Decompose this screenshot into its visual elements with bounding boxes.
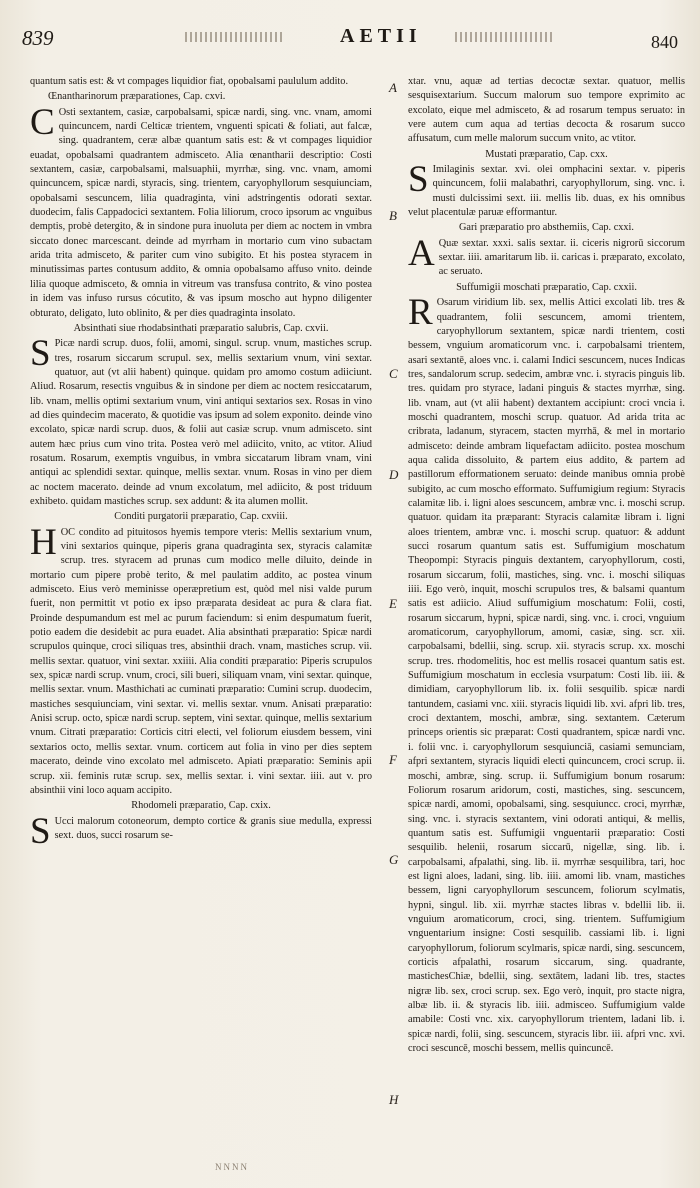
margin-letter-c: C (389, 366, 398, 381)
drop-cap: S (30, 810, 51, 852)
signature-mark: NNNN (215, 1162, 249, 1172)
paragraph-text: OC condito ad pituitosos hyemis tempore vteris: Mellis sextarium vnum, vini sextarios quinque, piperis grana quadraginta sex, styracis calamitæ scrup. tres. styracem ad prunas cum modico melle diluito, deinde in mortario cum pipere probè terito, & mel paulatim addito, ac postea vinum admisceto. Eius verò meminisse operæpretium est, quòd mel nisi valde purum fuerit, non permittit vt potio ex ipso præparata desideat ac pura & clara fiat. Proinde despumandum est mel ac purum faciendum: si enim despumatum fuerit, potio eadem die desidebit ac pura euadet. Alia absinthati præparatio: Spicæ nardi scrupulos quinque, croci siliquas tres, absinthii drach. vnam, mastiches scrup. vii. mellis sextar. quatuor, vini sextar. xxiiii. Alia conditi præparatio: Piperis scrupulos sex, spicæ nardi scrup. vnum, croci, sili bueri, siliquam vnam, vini sextar. quinque, mellis sextar. vnum. Masthichati ac cuminati præparatio: Cumini scrup. duodecim, mastiches sesquiunciam, vini sextar. vi. mellis sextar. vnum. Anisati præparatio: Anisi scrup. octo, spicæ nardi scrup. septem, vini sextar. quinque, mellis sextarium vnum. Citrati præparatio: Corticis citri electi, vel foliorum eiusdem bessem, vini sextarios octo, mellis sextar. vnum. corticem aut folia in vino per dies septem macerato, deinde vino excolato mel admisceto. Apiati præparatio: Seminis apii scrup. xii. feminis rutæ scrup. sex, mellis sextar. i. vini sextar. iiii. aut v. pro absinthii vini loco aquam accipito. (30, 526, 372, 796)
paragraph: quantum satis est: & vt compages liquidior fiat, opobalsami paululum addito. (30, 76, 349, 87)
chapter-heading: Rhodomeli præparatio, Cap. cxix. (131, 800, 271, 812)
paragraph (408, 232, 685, 280)
margin-letter-h: H (389, 1092, 399, 1107)
left-column (30, 75, 372, 1165)
drop-cap: C (30, 101, 55, 143)
page-number-left: 839 (22, 26, 54, 50)
drop-cap: A (408, 232, 435, 274)
paragraph-text: Quæ sextar. xxxi. salis sextar. ii. ciceris nigrorū siccorum sextar. iiii. amaritarum lib. ii. caricas i. præparato, excolato, ac seruato. (438, 237, 685, 278)
margin-letter-e: E (389, 596, 397, 611)
margin-letter-f: F (389, 752, 397, 767)
drop-cap: H (30, 521, 57, 563)
chapter-heading: Œnantharinorum præparationes, Cap. cxvi. (48, 91, 226, 103)
paragraph-text: Picæ nardi scrup. duos, folii, amomi, singul. scrup. vnum, mastiches scrup. tres, rosarum siccarum scrupul. sex, mellis sextarium vnum, vini sextar. quatuor, aut (vt alii habent) quinque. quidam pro amomo costum adiiciunt. Aliud. Rosarum, resectis vnguibus & in sindone per diem ac noctem resiccatarum, lib. vnam, mellis optimi sextarium vnum, vini antiqui sextarios sex. Rosas in vino ad dies quindecim macerato, & quotidie vas ipsum ad solem exponito. deinde vino excolato, spicæ nardi scrup. duos, & folii aut casiæ scrup. vnum admisceto. sint autem hæc prius cum vino trita. Postea verò mel adiicito, vnito, ac vtitor. Aliud rosatum. Rosarum, exemptis vnguibus, in vmbra siccatarum libram vnam, vini antiqui ac splendidi sextar. quinque, mellis sextar. vnum. Rosas in vino per diem ac noctem macerato. deinde ad vnum excolatum, mel adiicito, & post triduum exhibeto. quidam mastiches scrup. sex addunt: & ita alumen mollit. (30, 338, 372, 507)
running-title: AETII (340, 25, 422, 47)
chapter-heading: Suffumigii moschati præparatio, Cap. cxxii. (456, 281, 637, 293)
margin-letter-b: B (389, 208, 397, 223)
margin-letter-a: A (389, 80, 397, 95)
margin-letter-g: G (389, 852, 399, 867)
paragraph (30, 333, 372, 509)
header-ornament-right (455, 32, 555, 42)
chapter-heading: Mustati præparatio, Cap. cxx. (485, 148, 608, 160)
chapter-heading: Absinthati siue rhodabsinthati præparatio salubris, Cap. cxvii. (73, 322, 329, 334)
paragraph (30, 521, 372, 799)
paragraph (408, 292, 685, 1056)
paragraph-text: Imilaginis sextar. xvi. olei omphacini sextar. v. piperis quincuncem, folii malabathri, caryophyllorum, sing. vnc. i. musti dulcissimi sext. iii. mellis lib. duas, ex his omnibus velut placentulæ paruæ efformantur. (408, 164, 685, 219)
paragraph (30, 810, 372, 852)
margin-letter-d: D (389, 467, 399, 482)
drop-cap: S (408, 159, 429, 201)
right-column (408, 75, 685, 1165)
paragraph-text: Osti sextantem, casiæ, carpobalsami, spicæ nardi, sing. vnc. vnam, amomi quincuncem, nardi Celticæ trientem, vnguenti spicati & foliati, aut falcæ, sing. quadrantem, ceræ albæ quantum satis est: & vt compages liquidior euadat, opobalsami quadrantem admisceto. Alia œnantharii descriptio: Costi sextantem, casiæ, carpobalsami, malsuaphii, myrrhæ, sing. vnc. vnam, amomi quincuncem, spicæ nardi, styracis, sing. trientem, caryophyllorum sesquiunciam, opobalsami sescuncem, lilia quadraginta, vini adstringentis odorati sextar. duodecim, falis Cappadocici sextantem. Folia liliorum, croco ipsorum ac vnguibus demptis, probè detergito, & in sindone pura inuoluta per diem ac noctem in vmbra siccato donec marcescant. deinde ad myrrham in mortario cum vino subactam arida trita admisceto, & pariter cum vino subigito. Et his postea styracem in minutissimas partes contusum addito, & omnia opobalsamo affuso vnito. deinde lilia quoque admisceto, & omnia in vitreum vas transfusa contrito, & vino postea in idem vas infuso rursus cócutito, & vas ipsum moscho aut hypno diligenter obturato, deligato, luto oblinito, & per dies quadraginta insolato. (30, 106, 372, 319)
paragraph: xtar. vnu, aquæ ad tertias decoctæ sextar. quatuor, mellis sesquisextarium. Succum malorum suo tempore exprimito ac excolato, eique mel admisceto, & ad rosarum tempus seruato: in vere autem cum aqua ad tertias decocta & rosarum succo affusatum, cum melle malorum succum vnito, ac vtitor. (408, 76, 685, 145)
chapter-heading: Gari præparatio pro absthemiis, Cap. cxxi. (458, 222, 634, 234)
header-ornament-left (185, 32, 285, 42)
page-number-right: 840 (651, 32, 678, 52)
drop-cap: R (408, 292, 433, 334)
paragraph-text: Ucci malorum cotoneorum, dempto cortice & granis siue medulla, expressi sext. duos, succi rosarum se- (54, 815, 372, 841)
drop-cap: S (30, 333, 51, 375)
paragraph-text: Osarum viridium lib. sex, mellis Attici excolati lib. tres & quadrantem, folii sescuncem, amomi trientem, caryophyllorum sextantem, spicæ nardi trientem, costi bessem, vnguium aromaticorum vnc. i. carpobalsami trientem, asari sextantē, aloes vnc. i. calami Indici sescuncem, nuces Indicas tres, sandalorum scrup. sedecim, ambræ vnc. i. styracis pinguis lib. tres. quidam pro styrace, ladani pinguis & stactes myrrhæ, sing. lib. vnam, aut (vt alii habent) dextantem accipiunt: croci vncia i. moschi quadrantem, moschi scrup. quatuor. Ad arida trita ac cribrata, ladanum, styracem, stacten myrrhā, & mel in mortario admisceto: deinde ambram liquefactam adiicito. postea moschum aqua calida dissoluito, & partem eius addito, & partem ad pastillorum efformationem seruato: deinde manibus omnia probè subigito, ac cum moscho efformato. Suffumigium regium: Styracis calamitæ lib. i. ligni aloes sescuncem, ambræ vnc. i. moschi scrup. quatuor. quidam ita præparant: Styracis calamitæ libram i. ligni aloes trientem, ambræ vnc. i. moschi scrup. quatuor: & addunt succi rosarum quantum satis est. Suffumigium moschatum Theopompi: Styracis pinguis dextantem, caryophyllorum, costi, rosarum siccarum, folii, mastiches, sing. vnc. i. moschi siliquas iiii. Ego verò, inquit, moschi scrupulos tres, & balsami quantum satis est adiicio. Aliud suffumigium moschatum: Folii, costi, rosarum siccarum, hypni, spicæ nardi, sing. vnc. i. croci, vnguium aromaticorum, caryophyllorum, amomi, casiæ, sing. scr. xii. carpobalsami, bdellii, sing. scrup. xii. styracis scrup. xx. moschi scrup. tres. rhodomelitis, hoc est mellis rosacei quantum satis est. Suffumigium moschatum in ecclesia vsurpatum: Costi lib. iii. & dimidiam, caryophyllorum lib. ix. folii sesquilib. spicæ nardi tantundem, casiami vnc. xiii. styracis liquidi lib. xvi. afpri lib. tres, croci dextantem, moschi, ambræ, sing. sextantem. Cæterum princeps orientis sic præparat: Costi quadrantem, spicæ nardi vnc. i. folii vnc. i. caryophyllorum sesquiunciā, casiami semunciam, afpri sextantem, styracis liquidi electi quincuncem, croci scrup. ii. moschi, ambræ, sing. scrup. ii. Suffumigium bonum rosarum: Foliorum rosarum aridorum, costi, mastiches, sing. sescuncem, spicæ nardi, amomi, opobalsami, sing. sesquiuncc. croci, myrrhæ, sing. vnc. i. styracis sextantem, vini odorati antiqui, & mellis, quantum satis est. Suffumigii vnguentarii præparatio: Costi sesquilib. helenii, rosarum siccarū, nigellæ, sing. lib. i. carpobalsami, afpalathi, sing. lib. ii. myrrhæ sesquilibra, tari, hoc est ligni aloes, ladani, sing. lib. iiii. amomi lib. vnam, mastiches bessem, ligni caryophyllorum sescuncem, foliorum scylmatis, hypni, singul. lib. xii. myrrhæ stactes libras v. bdellii lib. ii. vnguium aromaticorum, croci, sing. trientem. Suffumigium vnguentarium insigne: Costi sesquilib. cassiami lib. i. ligni caryophyllorum, foliorum scylmaris, spicæ nardi, sing. sescuncem, corticis afpalathi, rosarum siccarum, sing. quadrante, mastichesChiæ, bdellii, sing. sextātem, ladani lib. tres, stactes nigræ lib. sex, croci scrup. sex. Ego verò, inquit, pro stacte nigra, albæ lib. ii. & styracis lib. iiii. admisceo. Suffumigium valde amabile: Costi vnc. xix. caryophyllorum trientem, ladani lib. i. spicæ nardi, folii, sing. sescuncem, styracis libr. iii. afpri vnc. xvi. croci sescuncē, moschi bessem, mellis quincuncē. (408, 297, 685, 1055)
page-header (0, 18, 700, 58)
paragraph (408, 159, 685, 220)
paragraph (30, 101, 372, 321)
chapter-heading: Conditi purgatorii præparatio, Cap. cxviii. (114, 511, 288, 523)
